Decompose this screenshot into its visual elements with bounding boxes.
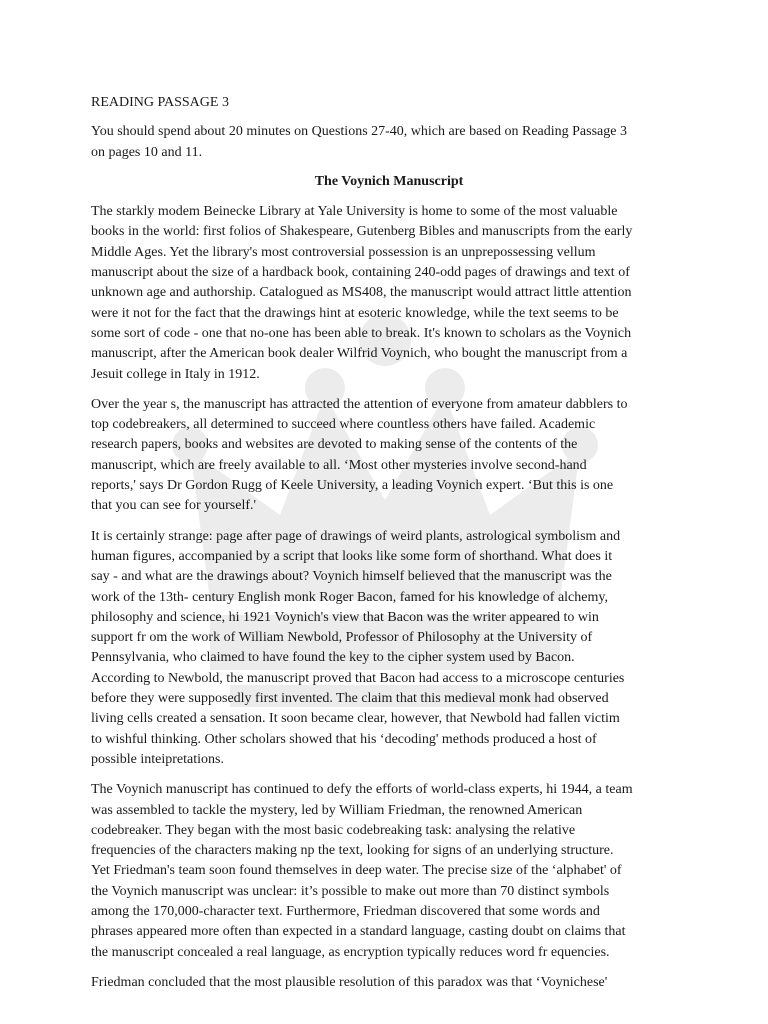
paragraph-line: support fr om the work of William Newbold, Professor of Philosophy at the University of	[91, 630, 593, 646]
instruction-line: You should spend about 20 minutes on Questions 27-40, which are based on Reading Passage 3	[91, 124, 627, 140]
paragraph	[91, 780, 687, 963]
paragraph-line: say - and what are the drawings about? Voynich himself believed that the manuscript was the	[91, 569, 612, 585]
article-body	[91, 202, 687, 993]
paragraph-line: The starkly modem Beinecke Library at Yale University is home to some of the most valuable	[91, 204, 618, 220]
paragraph-line: books in the world: first folios of Shakespeare, Gutenberg Bibles and manuscripts from the early	[91, 224, 633, 240]
paragraph-line: Pennsylvania, who claimed to have found the key to the cipher system used by Bacon.	[91, 650, 575, 666]
paragraph-line: research papers, books and websites are devoted to making sense of the contents of the	[91, 437, 578, 453]
paragraph-line: the manuscript concealed a real language, as encryption typically reduces word fr equencies.	[91, 944, 610, 960]
paragraph-line: top codebreakers, all determined to succeed where countless others have failed. Academic	[91, 417, 596, 433]
paragraph-line: codebreaker. They began with the most basic codebreaking task: analysing the relative	[91, 822, 576, 838]
paragraph	[91, 973, 687, 993]
paragraph-line: It is certainly strange: page after page of drawings of weird plants, astrological symbolism and	[91, 528, 621, 544]
paragraph	[91, 527, 687, 771]
paragraph-line: manuscript, after the American book dealer Wilfrid Voynich, who bought the manuscript from a	[91, 346, 628, 362]
paragraph-line: Friedman concluded that the most plausible resolution of this paradox was that ‘Voynichese'	[91, 974, 608, 990]
paragraph-line: Yet Friedman's team soon found themselves in deep water. The precise size of the ‘alphabet' of	[91, 863, 622, 879]
paragraph-line: Middle Ages. Yet the library's most controversial possession is an unprepossessing vellum	[91, 244, 596, 260]
paragraph-line: before they were supposedly first invented. The claim that this medieval monk had observed	[91, 691, 609, 707]
paragraph-line: among the 170,000-character text. Furthermore, Friedman discovered that some words and	[91, 903, 600, 919]
paragraph-line: phrases appeared more often than expected in a standard language, casting doubt on claims that	[91, 924, 626, 940]
paragraph-line: to wishful thinking. Other scholars showed that his ‘decoding' methods produced a host of	[91, 731, 597, 747]
instruction-line: on pages 10 and 11.	[91, 144, 203, 160]
paragraph-line: possible inteipretations.	[91, 751, 224, 767]
paragraph-line: that you can see for yourself.'	[91, 498, 257, 514]
paragraph-line: unknown age and authorship. Catalogued as MS408, the manuscript would attract little attention	[91, 285, 632, 301]
paragraph-line: manuscript, which are freely available to all. ‘Most other mysteries involve second-hand	[91, 457, 587, 473]
paragraph-line: human figures, accompanied by a script that looks like some form of shorthand. What does it	[91, 548, 613, 564]
paragraph-line: were it not for the fact that the drawings hint at esoteric knowledge, while the text seems to be	[91, 305, 619, 321]
document-page	[91, 93, 687, 1003]
paragraph	[91, 395, 687, 517]
paragraph-line: According to Newbold, the manuscript proved that Bacon had access to a microscope centuries	[91, 670, 625, 686]
paragraph-line: work of the 13th- century English monk Roger Bacon, famed for his knowledge of alchemy,	[91, 589, 608, 605]
paragraph-line: Jesuit college in Italy in 1912.	[91, 366, 260, 382]
paragraph-line: some sort of code - one that no-one has been able to break. It's known to scholars as the Voynich	[91, 325, 632, 341]
paragraph-line: frequencies of the characters making np the text, looking for signs of an underlying structure.	[91, 843, 614, 859]
paragraph-line: philosophy and science, hi 1921 Voynich's view that Bacon was the writer appeared to win	[91, 609, 599, 625]
paragraph-line: manuscript about the size of a hardback book, containing 240-odd pages of drawings and text of	[91, 265, 630, 281]
instructions	[91, 122, 687, 163]
paragraph-line: the Voynich manuscript was unclear: it’s possible to make out more than 70 distinct symbols	[91, 883, 610, 899]
paragraph-line: was assembled to tackle the mystery, led by William Friedman, the renowned American	[91, 802, 583, 818]
paragraph-line: Over the year s, the manuscript has attracted the attention of everyone from amateur dabblers to	[91, 396, 628, 412]
passage-heading: READING PASSAGE 3	[91, 95, 229, 110]
paragraph-line: The Voynich manuscript has continued to defy the efforts of world-class experts, hi 1944, a team	[91, 782, 633, 798]
paragraph-line: reports,' says Dr Gordon Rugg of Keele University, a leading Voynich expert. ‘But this is one	[91, 478, 614, 494]
paragraph	[91, 202, 687, 385]
paragraph-line: living cells created a sensation. It soon became clear, however, that Newbold had fallen victim	[91, 711, 620, 727]
article-title: The Voynich Manuscript	[314, 173, 464, 189]
